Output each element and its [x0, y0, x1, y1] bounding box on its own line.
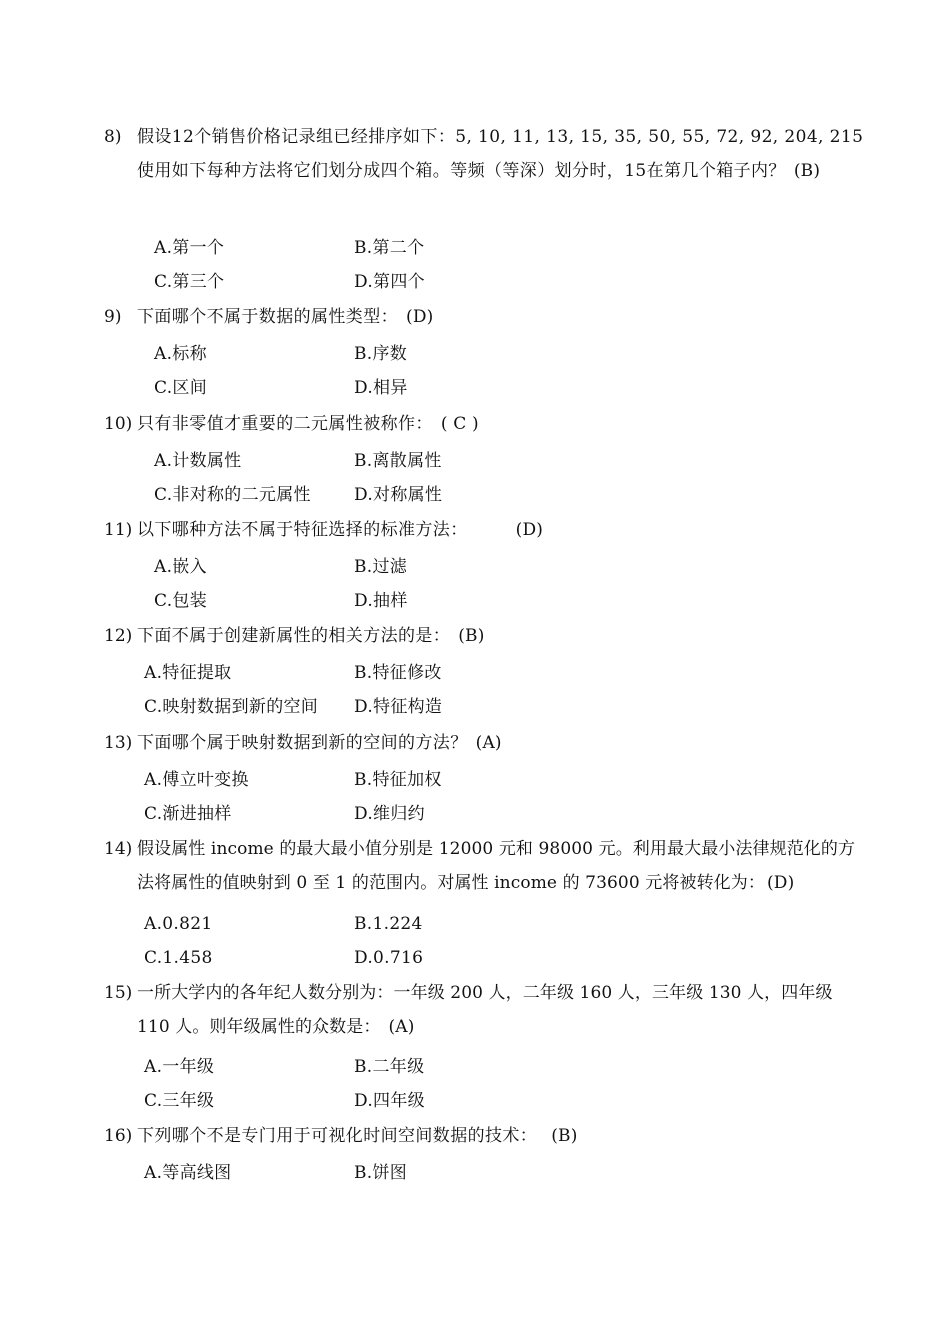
option-row [144, 444, 744, 478]
question-stem: 只有非零值才重要的二元属性被称作： [137, 414, 433, 434]
options-9 [144, 337, 744, 405]
option-b: B.1.224 [354, 914, 423, 934]
options-11 [144, 550, 744, 618]
options-8 [144, 231, 744, 299]
question-text [137, 120, 864, 188]
options-16 [144, 1156, 744, 1190]
question-13 [104, 726, 864, 760]
option-b: B.特征加权 [354, 770, 442, 790]
question-stem: 下面不属于创建新属性的相关方法的是： [137, 626, 451, 646]
question-stem: 下面哪个属于映射数据到新的空间的方法？ [137, 733, 468, 753]
question-11 [104, 513, 864, 547]
option-b: B.特征修改 [354, 663, 442, 683]
question-stem: 假设属性 income 的最大最小值分别是 12000 元和 98000 元。利用最大最小法律规范化的方法将属性的值映射到 0 至 1 的范围内。对属性 income 的 73600 元将被转化为： [137, 839, 856, 893]
option-d: D.第四个 [354, 272, 425, 292]
option-a: A.0.821 [144, 914, 213, 934]
option-row [144, 797, 744, 831]
question-number: 13) [104, 733, 133, 753]
option-c: C.三年级 [144, 1091, 215, 1111]
option-row [144, 941, 744, 975]
option-d: D.特征构造 [354, 697, 443, 717]
question-10 [104, 407, 864, 441]
question-number: 15) [104, 983, 133, 1003]
question-12 [104, 619, 864, 653]
option-row [144, 371, 744, 405]
question-text [137, 300, 864, 334]
question-text [137, 619, 864, 653]
question-number: 8) [104, 127, 122, 147]
option-d: D.0.716 [354, 948, 424, 968]
question-stem: 下面哪个不属于数据的属性类型： [137, 307, 398, 327]
question-answer: (D) [515, 520, 544, 540]
option-c: C.区间 [154, 378, 208, 398]
option-row [144, 763, 744, 797]
question-answer: (A) [475, 733, 502, 753]
option-b: B.过滤 [354, 557, 408, 577]
question-text [137, 726, 864, 760]
option-a: A.特征提取 [144, 663, 232, 683]
question-answer: (B) [458, 626, 485, 646]
question-number: 9) [104, 307, 122, 327]
question-text [137, 976, 864, 1044]
option-b: B.第二个 [354, 238, 425, 258]
option-row [144, 337, 744, 371]
question-9 [104, 300, 864, 334]
option-d: D.对称属性 [354, 485, 443, 505]
option-d: D.四年级 [354, 1091, 425, 1111]
option-c: C.渐进抽样 [144, 804, 232, 824]
option-row [144, 1050, 744, 1084]
option-b: B.序数 [354, 344, 408, 364]
option-row [144, 478, 744, 512]
question-number: 11) [104, 520, 133, 540]
question-8 [104, 120, 864, 188]
option-row [144, 907, 744, 941]
option-row [144, 690, 744, 724]
question-stem: 以下哪种方法不属于特征选择的标准方法： [137, 520, 468, 540]
option-b: B.离散属性 [354, 451, 442, 471]
question-answer: (D) [766, 873, 795, 893]
option-a: A.第一个 [154, 238, 225, 258]
question-answer: (A) [388, 1017, 415, 1037]
option-a: A.傅立叶变换 [144, 770, 249, 790]
question-text [137, 1119, 864, 1153]
question-answer: (B) [793, 161, 821, 181]
option-a: A.嵌入 [154, 557, 207, 577]
options-12 [144, 656, 744, 724]
question-text [137, 832, 864, 900]
option-a: A.等高线图 [144, 1163, 232, 1183]
question-text [137, 407, 864, 441]
question-number: 16) [104, 1126, 133, 1146]
question-text [137, 513, 864, 547]
options-13 [144, 763, 744, 831]
question-answer: (B) [551, 1126, 578, 1146]
question-number: 14) [104, 839, 133, 859]
option-a: A.一年级 [144, 1057, 215, 1077]
option-row [144, 656, 744, 690]
option-c: C.非对称的二元属性 [154, 485, 311, 505]
question-16 [104, 1119, 864, 1153]
option-a: A.计数属性 [154, 451, 242, 471]
option-c: C.包装 [154, 591, 208, 611]
question-stem: 一所大学内的各年纪人数分别为：一年级 200 人，二年级 160 人，三年级 130 人，四年级 110 人。则年级属性的众数是： [137, 983, 833, 1037]
option-c: C.第三个 [154, 272, 225, 292]
options-14 [144, 907, 744, 975]
question-14 [104, 832, 864, 900]
options-10 [144, 444, 744, 512]
option-row [144, 231, 744, 265]
question-number: 12) [104, 626, 133, 646]
option-row [144, 584, 744, 618]
option-row [144, 1156, 744, 1190]
option-d: D.抽样 [354, 591, 408, 611]
question-stem: 下列哪个不是专门用于可视化时间空间数据的技术： [137, 1126, 538, 1146]
option-row [144, 550, 744, 584]
option-c: C.映射数据到新的空间 [144, 697, 319, 717]
option-b: B.饼图 [354, 1163, 408, 1183]
option-b: B.二年级 [354, 1057, 425, 1077]
question-answer: (D) [406, 307, 434, 327]
option-row [144, 1084, 744, 1118]
question-number: 10) [104, 414, 133, 434]
question-stem: 假设12个销售价格记录组已经排序如下：5, 10, 11, 13, 15, 35, 50, 55, 72, 92, 204, 215 使用如下每种方法将它们划分成四个箱。等频（等深）划分时，15在第几个箱子内？ [137, 127, 864, 181]
option-d: D.维归约 [354, 804, 425, 824]
option-a: A.标称 [154, 344, 207, 364]
options-15 [144, 1050, 744, 1118]
question-15 [104, 976, 864, 1044]
question-answer: ( C ) [440, 414, 479, 434]
option-row [144, 265, 744, 299]
option-c: C.1.458 [144, 948, 213, 968]
option-d: D.相异 [354, 378, 408, 398]
